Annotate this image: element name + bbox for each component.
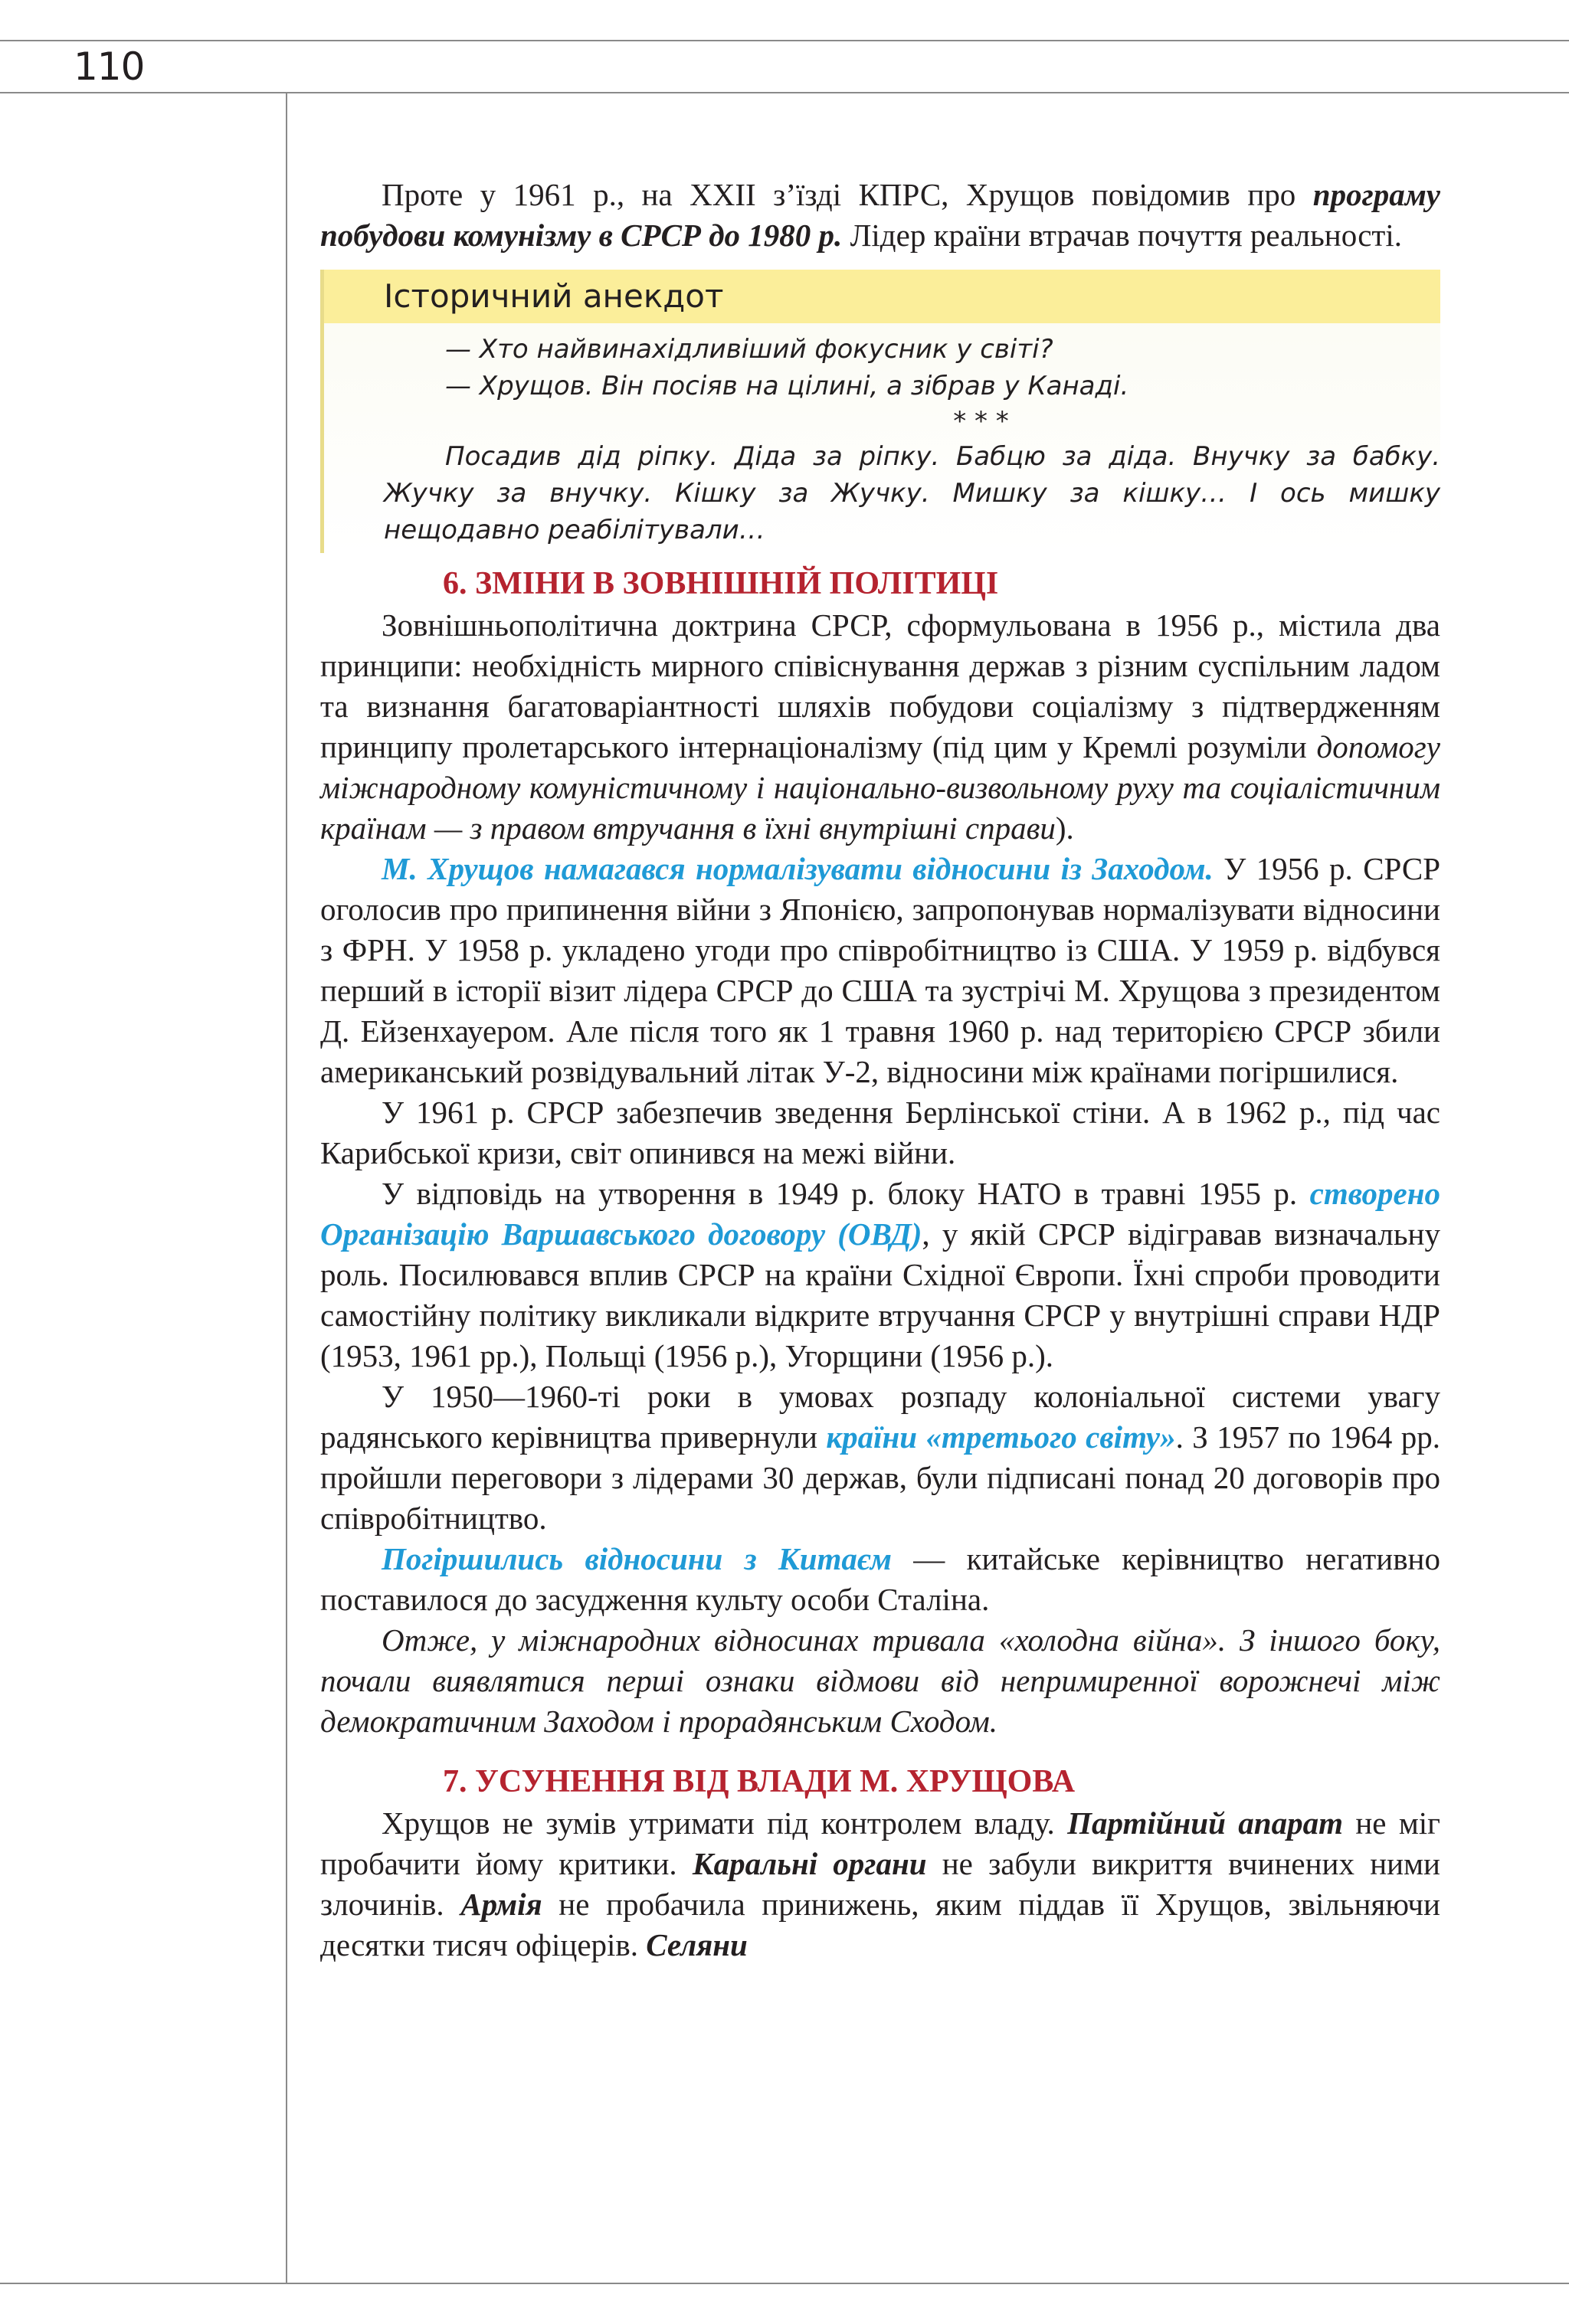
p5-highlight: країни «третього світу» [826, 1419, 1176, 1455]
p4-text: У відповідь на утворення в 1949 р. блоку НАТО в травні 1955 р. [382, 1176, 1310, 1211]
p1-italic: допомогу міжнародному комуністичному і національно-визвольному руху та соціалістичним країнам — з правом втручання в їхні внутрішні справи [320, 729, 1440, 846]
anecdote-line-2: — Хрущов. Він посіяв на цілині, а зібрав у Канаді. [445, 371, 1129, 401]
section-6-conclusion: Отже, у міжнародних відносинах тривала «холодна війна». З іншого боку, почали виявлятися перші ознаки відмови від непримиренної ворожнечі між демократичним Заходом і прорадянським Сходом. [320, 1622, 1440, 1739]
s7-text-4: не пробачила принижень, яким піддав її Хрущов, звільняючи десятки тисяч офіцерів. [320, 1887, 1440, 1962]
section-6-paragraph-6 [320, 1539, 1440, 1620]
anecdote-separator: * * * [953, 406, 1009, 437]
section-6-paragraph-2 [320, 849, 1440, 1092]
p5-text: У 1950—1960-ті роки в умовах розпаду колоніальної системи увагу радянського керівництва привернули [320, 1379, 1440, 1455]
anecdote-title: Історичний анекдот [324, 270, 1440, 323]
p2-highlight: М. Хрущов намагався нормалізувати відносини із Заходом. [382, 851, 1214, 886]
s7-emphasis-1: Партійний апарат [1067, 1805, 1343, 1841]
p6-text: — китайське керівництво негативно поставилося до засудження культу особи Сталіна. [320, 1541, 1440, 1617]
s7-emphasis-3: Армія [460, 1887, 542, 1922]
p4-highlight: створено Організацію Варшавського договору (ОВД) [320, 1176, 1440, 1252]
intro-text-end: Лідер країни втрачав почуття реальності. [842, 218, 1402, 253]
bottom-rule [0, 2283, 1569, 2284]
anecdote-line-1: — Хто найвинахідливіший фокусник у світі? [445, 334, 1053, 365]
intro-emphasis: програму побудови комунізму в СРСР до 1980 р. [320, 177, 1440, 253]
s7-emphasis-4: Селяни [646, 1927, 748, 1962]
top-rule [0, 40, 1569, 41]
s7-text-2: не міг пробачити йому критики. [320, 1805, 1440, 1881]
anecdote-paragraph: Посадив дід ріпку. Діда за ріпку. Бабцю за діда. Внучку за бабку. Жучку за внучку. Кішку за Жучку. Мишку за кішку… І ось мишку нещодавно реабілітували… [384, 441, 1440, 545]
page-number: 110 [74, 44, 145, 89]
s7-emphasis-2: Каральні органи [692, 1846, 927, 1881]
p6-highlight: Погіршились відносини з Китаєм [382, 1541, 892, 1576]
section-6-heading: 6. ЗМІНИ В ЗОВНІШНІЙ ПОЛІТИЦІ [443, 566, 999, 601]
page-body [320, 175, 1440, 1966]
intro-paragraph [320, 175, 1440, 256]
section-6-paragraph-4 [320, 1173, 1440, 1376]
p5-text-end: . З 1957 по 1964 рр. пройшли переговори з лідерами 30 держав, були підписані понад 20 договорів про співробітництво. [320, 1419, 1440, 1536]
section-6-paragraph-3: У 1961 р. СРСР забезпечив зведення Берлінської стіни. А в 1962 р., під час Карибської кризи, світ опинився на межі війни. [320, 1095, 1440, 1170]
section-6-paragraph-1 [320, 605, 1440, 849]
anecdote-box [320, 270, 1440, 553]
p1-text: Зовнішньополітична доктрина СРСР, сформульована в 1956 р., містила два принципи: необхідність мирного співіснування держав з різним суспільним ладом та визнання багатоваріантності шляхів побудови соціалізму з підтвердженням принципу пролетарського інтернаціоналізму (під цим у Кремлі розуміли [320, 607, 1440, 764]
s7-text-1: Хрущов не зумів утримати під контролем владу. [382, 1805, 1068, 1841]
section-7-heading: 7. УСУНЕННЯ ВІД ВЛАДИ М. ХРУЩОВА [443, 1764, 1076, 1799]
anecdote-body [324, 323, 1440, 548]
header-rule [0, 92, 1569, 93]
p2-text: У 1956 р. СРСР оголосив про припинення війни з Японією, запропонував нормалізувати відносини з ФРН. У 1958 р. укладено угоди про співробітництво із США. У 1959 р. відбувся перший в історії візит лідера СРСР до США та зустрічі М. Хрущова з президентом Д. Ейзенхауером. Але після того як 1 травня 1960 р. над територією СРСР збили американський розвідувальний літак У-2, відносини між країнами погіршилися. [320, 851, 1440, 1089]
p4-text-end: , у якій СРСР відігравав визначальну роль. Посилювався вплив СРСР на країни Східної Європи. Їхні спроби проводити самостійну політику викликали відкрите втручання СРСР у внутрішні справи НДР (1953, 1961 рр.), Польщі (1956 р.), Угорщини (1956 р.). [320, 1216, 1440, 1373]
section-6-paragraph-5 [320, 1376, 1440, 1539]
s7-text-3: не забули викриття вчинених ними злочинів. [320, 1846, 1440, 1922]
p1-text-end: ). [1055, 810, 1074, 846]
section-gap [320, 1742, 1440, 1760]
section-7-paragraph-1 [320, 1803, 1440, 1966]
margin-rule [286, 92, 287, 2283]
intro-text: Проте у 1961 р., на XXII з’їзді КПРС, Хрущов повідомив про [382, 177, 1313, 212]
